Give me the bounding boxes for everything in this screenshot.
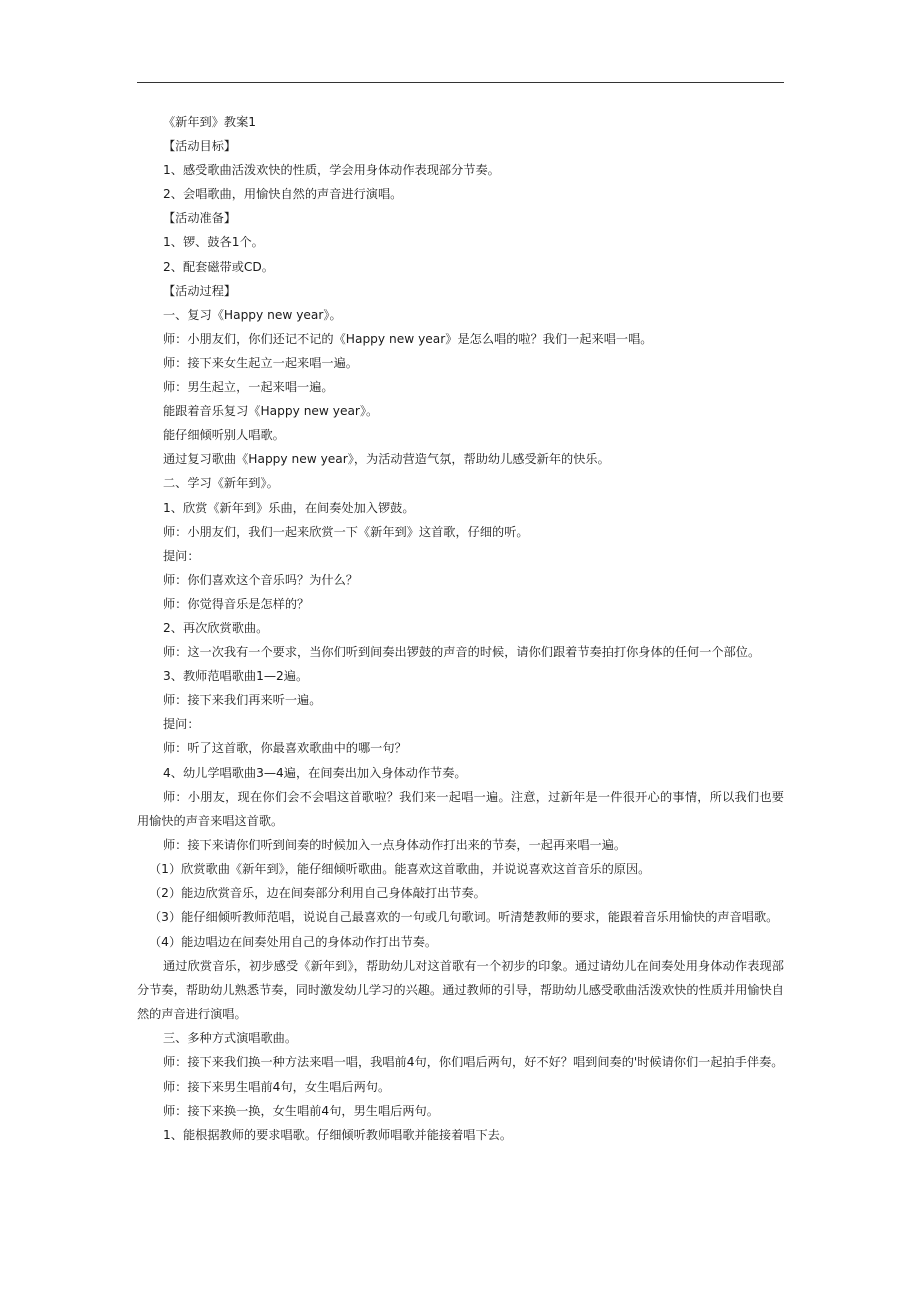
text-line: 1、欣赏《新年到》乐曲，在间奏处加入锣鼓。 xyxy=(163,500,415,515)
paragraph: 通过欣赏音乐，初步感受《新年到》，帮助幼儿对这首歌有一个初步的印象。通过请幼儿在间奏处用身体动作表现部分节奏，帮助幼儿熟悉节奏，同时激发幼儿学习的兴趣。通过教师的引导，帮助幼儿感受歌曲活泼欢快的性质并用愉快自然的声音进行演唱。 xyxy=(137,958,784,1022)
goal-item: 2、会唱歌曲，用愉快自然的声音进行演唱。 xyxy=(163,187,403,202)
process-step-heading: 三、多种方式演唱歌曲。 xyxy=(163,1031,298,1046)
text-line: 提问： xyxy=(163,717,200,732)
paragraph: （2）能边欣赏音乐，边在间奏部分利用自己身体敲打出节奏。 xyxy=(149,886,486,901)
paragraph: 1、能根据教师的要求唱歌。仔细倾听教师唱歌并能接着唱下去。 xyxy=(163,1127,513,1142)
doc-title: 《新年到》教案1 xyxy=(163,115,257,129)
text-line: 师：你觉得音乐是怎样的？ xyxy=(163,596,310,611)
paragraph: 师：小朋友，现在你们会不会唱这首歌啦？我们来一起唱一遍。注意，过新年是一件很开心的事情，所以我们也要用愉快的声音来唱这首歌。 xyxy=(137,789,784,828)
text-line: 4、幼儿学唱歌曲3—4遍，在间奏出加入身体动作节奏。 xyxy=(163,765,467,780)
text-line: 提问： xyxy=(163,548,200,563)
paragraph: 师：接下来男生唱前4句，女生唱后两句。 xyxy=(163,1079,391,1094)
paragraph: （4）能边唱边在间奏处用自己的身体动作打出节奏。 xyxy=(149,934,438,949)
document-body xyxy=(137,114,784,1151)
text-line: 能仔细倾听别人唱歌。 xyxy=(163,428,285,443)
paragraph: （3）能仔细倾听教师范唱，说说自己最喜欢的一句或几句歌词。听清楚教师的要求，能跟着音乐用愉快的声音唱歌。 xyxy=(149,910,779,925)
text-line: 师：这一次我有一个要求，当你们听到间奏出锣鼓的声音的时候，请你们跟着节奏拍打你身体的任何一个部位。 xyxy=(163,645,761,660)
section-heading-preparation: 【活动准备】 xyxy=(163,211,237,226)
section-heading-process: 【活动过程】 xyxy=(163,283,237,298)
text-line: 通过复习歌曲《Happy new year》，为活动营造气氛，帮助幼儿感受新年的快乐。 xyxy=(163,452,610,467)
text-line: 师：听了这首歌，你最喜欢歌曲中的哪一句？ xyxy=(163,741,407,756)
section-heading-goals: 【活动目标】 xyxy=(163,139,237,154)
text-line: 能跟着音乐复习《Happy new year》。 xyxy=(163,404,379,419)
goal-item: 1、感受歌曲活泼欢快的性质，学会用身体动作表现部分节奏。 xyxy=(163,163,500,178)
paragraph: （1）欣赏歌曲《新年到》，能仔细倾听歌曲。能喜欢这首歌曲，并说说喜欢这首音乐的原因。 xyxy=(149,862,651,877)
text-line: 师：男生起立，一起来唱一遍。 xyxy=(163,380,334,395)
text-line: 师：接下来女生起立一起来唱一遍。 xyxy=(163,355,358,370)
process-step-heading: 一、复习《Happy new year》。 xyxy=(163,307,342,322)
paragraph: 师：接下来我们换一种方法来唱一唱，我唱前4句，你们唱后两句，好不好？唱到间奏的'时候请你们一起拍手伴奏。 xyxy=(163,1055,784,1070)
paragraph: 师：接下来请你们听到间奏的时候加入一点身体动作打出来的节奏，一起再来唱一遍。 xyxy=(163,837,627,852)
text-line: 3、教师范唱歌曲1—2遍。 xyxy=(163,669,309,684)
text-line: 2、再次欣赏歌曲。 xyxy=(163,620,269,635)
preparation-item: 1、锣、鼓各1个。 xyxy=(163,235,264,250)
preparation-item: 2、配套磁带或CD。 xyxy=(163,259,274,274)
text-line: 师：小朋友们，我们一起来欣赏一下《新年到》这首歌，仔细的听。 xyxy=(163,524,529,539)
text-line: 师：小朋友们，你们还记不记的《Happy new year》是怎么唱的啦？我们一起来唱一唱。 xyxy=(163,331,653,346)
text-line: 师：你们喜欢这个音乐吗？为什么？ xyxy=(163,572,358,587)
paragraph: 师：接下来换一换，女生唱前4句，男生唱后两句。 xyxy=(163,1103,439,1118)
text-line: 师：接下来我们再来听一遍。 xyxy=(163,693,322,708)
process-step-heading: 二、学习《新年到》。 xyxy=(163,476,279,491)
header-rule xyxy=(137,82,784,83)
